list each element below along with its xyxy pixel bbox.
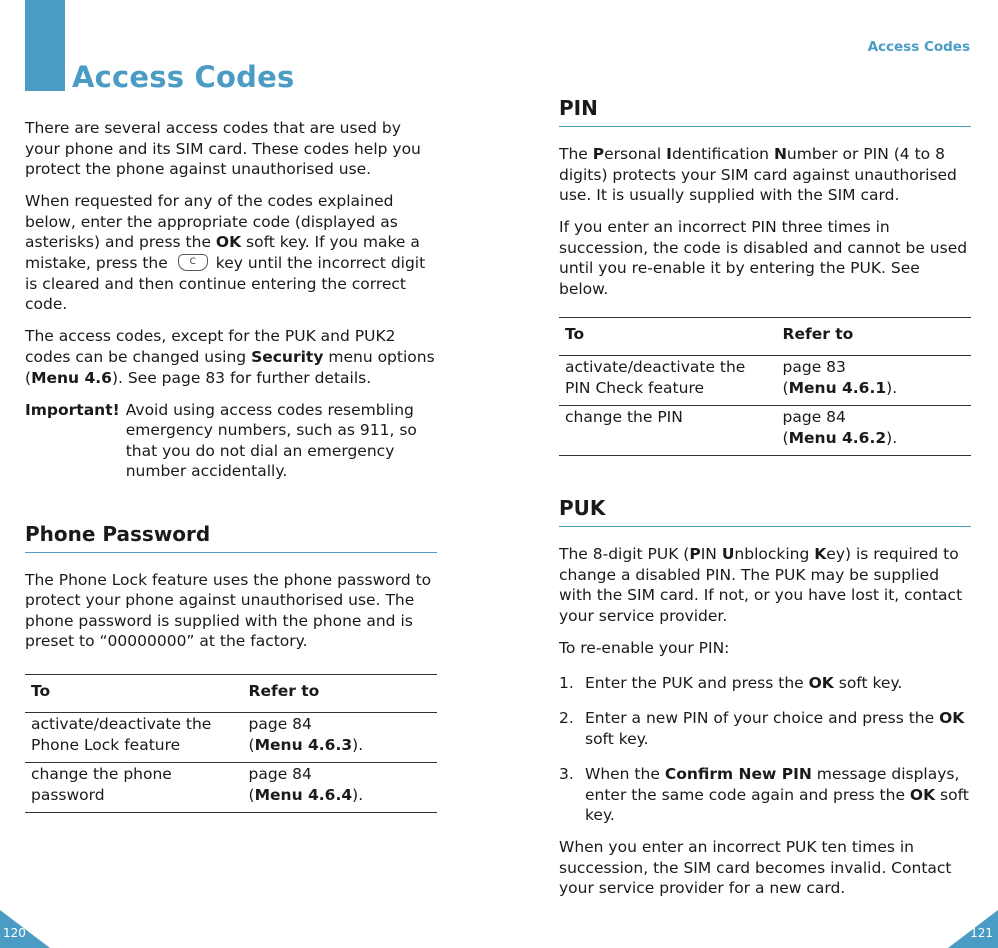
- right-page-content: [559, 96, 971, 910]
- ref-close: ).: [352, 785, 364, 804]
- puk-final-paragraph: When you enter an incorrect PUK ten times in succession, the SIM card becomes invalid. Contact your service provider for a new card.: [559, 838, 952, 898]
- ref-close: ).: [886, 428, 898, 447]
- pin-paragraph-1: [559, 144, 971, 206]
- pin-heading: PIN: [559, 96, 971, 127]
- pin-text-4: umber or PIN (4 to 8 digits) protects your SIM card against unauthorised use. It is usually supplied with the SIM card.: [559, 145, 957, 205]
- change-text-2: menu options (: [25, 347, 435, 387]
- puk-text-2: IN: [700, 545, 722, 564]
- c-key-label: C: [189, 257, 196, 268]
- pin-bold-p: P: [592, 145, 605, 163]
- ref-page: page 84: [248, 715, 312, 734]
- puk-paragraph-1: [559, 544, 971, 626]
- request-text-2: soft key. If you make a mistake, press the: [25, 233, 420, 273]
- important-label: Important!: [25, 400, 120, 419]
- chapter-title: Access Codes: [72, 60, 295, 94]
- list-item: [559, 708, 971, 749]
- puk-text-1: The 8-digit PUK (: [559, 545, 690, 564]
- ref-menu: Menu 4.6.1: [788, 378, 887, 397]
- ref-open: (: [248, 785, 255, 804]
- change-text-1: The access codes, except for the PUK and PUK2 codes can be changed using: [25, 327, 396, 366]
- pin-text-1: The: [559, 145, 593, 163]
- puk-text-3: nblocking: [734, 545, 815, 564]
- table-header-row: [25, 675, 437, 713]
- c-key-icon: [178, 254, 208, 271]
- table-cell-to: change the phone password: [25, 763, 243, 813]
- change-text-3: ). See page 83 for further details.: [111, 368, 372, 387]
- table-cell-refer: [243, 763, 437, 813]
- table-cell-refer: [777, 406, 971, 456]
- ok-key-label: OK: [215, 233, 242, 252]
- step-text-1: Enter the PUK and press the: [585, 674, 809, 693]
- ref-page: page 84: [248, 765, 312, 784]
- left-page-content: [25, 118, 437, 813]
- phone-password-paragraph: The Phone Lock feature uses the phone password to protect your phone against unauthorised use. The phone password is supplied with the phone and is preset to “00000000” at the factory.: [25, 570, 432, 651]
- request-text-3: key until the incorrect digit is cleared and then continue entering the correct code.: [25, 254, 426, 314]
- phone-password-heading: Phone Password: [25, 522, 437, 553]
- ref-menu: Menu 4.6.2: [788, 428, 887, 447]
- step-text-1: Enter a new PIN of your choice and press the: [585, 709, 940, 728]
- step-number: 3.: [559, 764, 574, 783]
- request-paragraph: [25, 191, 437, 315]
- table-header-refer: Refer to: [243, 675, 437, 713]
- pin-text-3: dentification: [671, 145, 774, 163]
- step-bold-2: OK: [909, 785, 936, 804]
- step-text-2: soft key.: [833, 674, 903, 693]
- ref-open: (: [782, 428, 789, 447]
- puk-heading: PUK: [559, 496, 971, 527]
- page-number-left: 120: [3, 926, 26, 940]
- table-header-row: [559, 318, 971, 356]
- ref-open: (: [248, 735, 255, 754]
- ref-menu: Menu 4.6.4: [254, 785, 353, 804]
- puk-steps-list: [559, 673, 971, 826]
- table-row: [559, 356, 971, 406]
- ref-page: page 84: [782, 408, 846, 427]
- menu-ref: Menu 4.6: [31, 368, 112, 387]
- step-text-2: soft key.: [585, 729, 649, 748]
- phone-password-table: [25, 674, 437, 813]
- request-text-1: When requested for any of the codes explained below, enter the appropriate code (displayed as asterisks) and press the: [25, 192, 398, 252]
- pin-bold-n: N: [773, 145, 787, 163]
- ref-menu: Menu 4.6.3: [254, 735, 353, 754]
- list-item: [559, 764, 971, 826]
- table-cell-refer: [243, 713, 437, 763]
- table-cell-to: activate/deactivate the Phone Lock feature: [25, 713, 243, 763]
- page-number-right: 121: [970, 926, 993, 940]
- step-text: [585, 764, 971, 826]
- step-text: [585, 673, 971, 694]
- running-head: Access Codes: [867, 39, 970, 55]
- security-menu-label: Security: [251, 347, 324, 366]
- step-text-1: When the: [585, 764, 665, 783]
- important-note: [25, 400, 437, 482]
- pin-table: [559, 317, 971, 456]
- pin-paragraph-2: If you enter an incorrect PIN three times in succession, the code is disabled and cannot be used until you re-enable it by entering the PUK. See below.: [559, 218, 968, 299]
- step-text-2: message displays, enter the same code again and press the: [585, 764, 960, 804]
- ref-close: ).: [886, 378, 898, 397]
- puk-text-4: ey) is required to change a disabled PIN. The PUK may be supplied with the SIM card. If not, or you have lost it, contact your service provider.: [559, 545, 963, 625]
- table-cell-refer: [777, 356, 971, 406]
- table-header-to: To: [25, 675, 243, 713]
- table-row: [25, 763, 437, 813]
- important-text: Avoid using access codes resembling emergency numbers, such as 911, so that you do not dial an emergency number accidentally.: [125, 400, 417, 481]
- table-cell-to: activate/deactivate the PIN Check feature: [559, 356, 777, 406]
- step-bold: OK: [939, 709, 965, 728]
- step-bold: Confirm New PIN: [664, 764, 812, 783]
- table-cell-to: change the PIN: [559, 406, 777, 456]
- puk-bold-k: K: [814, 545, 827, 564]
- ref-page: page 83: [782, 358, 846, 377]
- step-text-3: soft key.: [585, 785, 969, 825]
- table-row: [25, 713, 437, 763]
- puk-bold-u: U: [721, 545, 735, 564]
- list-item: [559, 673, 971, 694]
- table-row: [559, 406, 971, 456]
- change-paragraph: [25, 326, 437, 388]
- ref-close: ).: [352, 735, 364, 754]
- puk-bold-p: P: [689, 545, 701, 564]
- intro-paragraph: There are several access codes that are used by your phone and its SIM card. These codes help you protect the phone against unauthorised use.: [25, 119, 421, 179]
- ref-open: (: [782, 378, 789, 397]
- chapter-accent-block: [25, 0, 65, 91]
- table-header-refer: Refer to: [777, 318, 971, 356]
- step-bold: OK: [808, 674, 834, 693]
- step-number: 1.: [559, 674, 574, 693]
- pin-bold-i: I: [666, 145, 672, 163]
- step-number: 2.: [559, 709, 574, 728]
- table-header-to: To: [559, 318, 777, 356]
- pin-text-2: ersonal: [604, 145, 667, 163]
- step-text: [585, 708, 971, 749]
- reenable-paragraph: To re-enable your PIN:: [559, 639, 730, 658]
